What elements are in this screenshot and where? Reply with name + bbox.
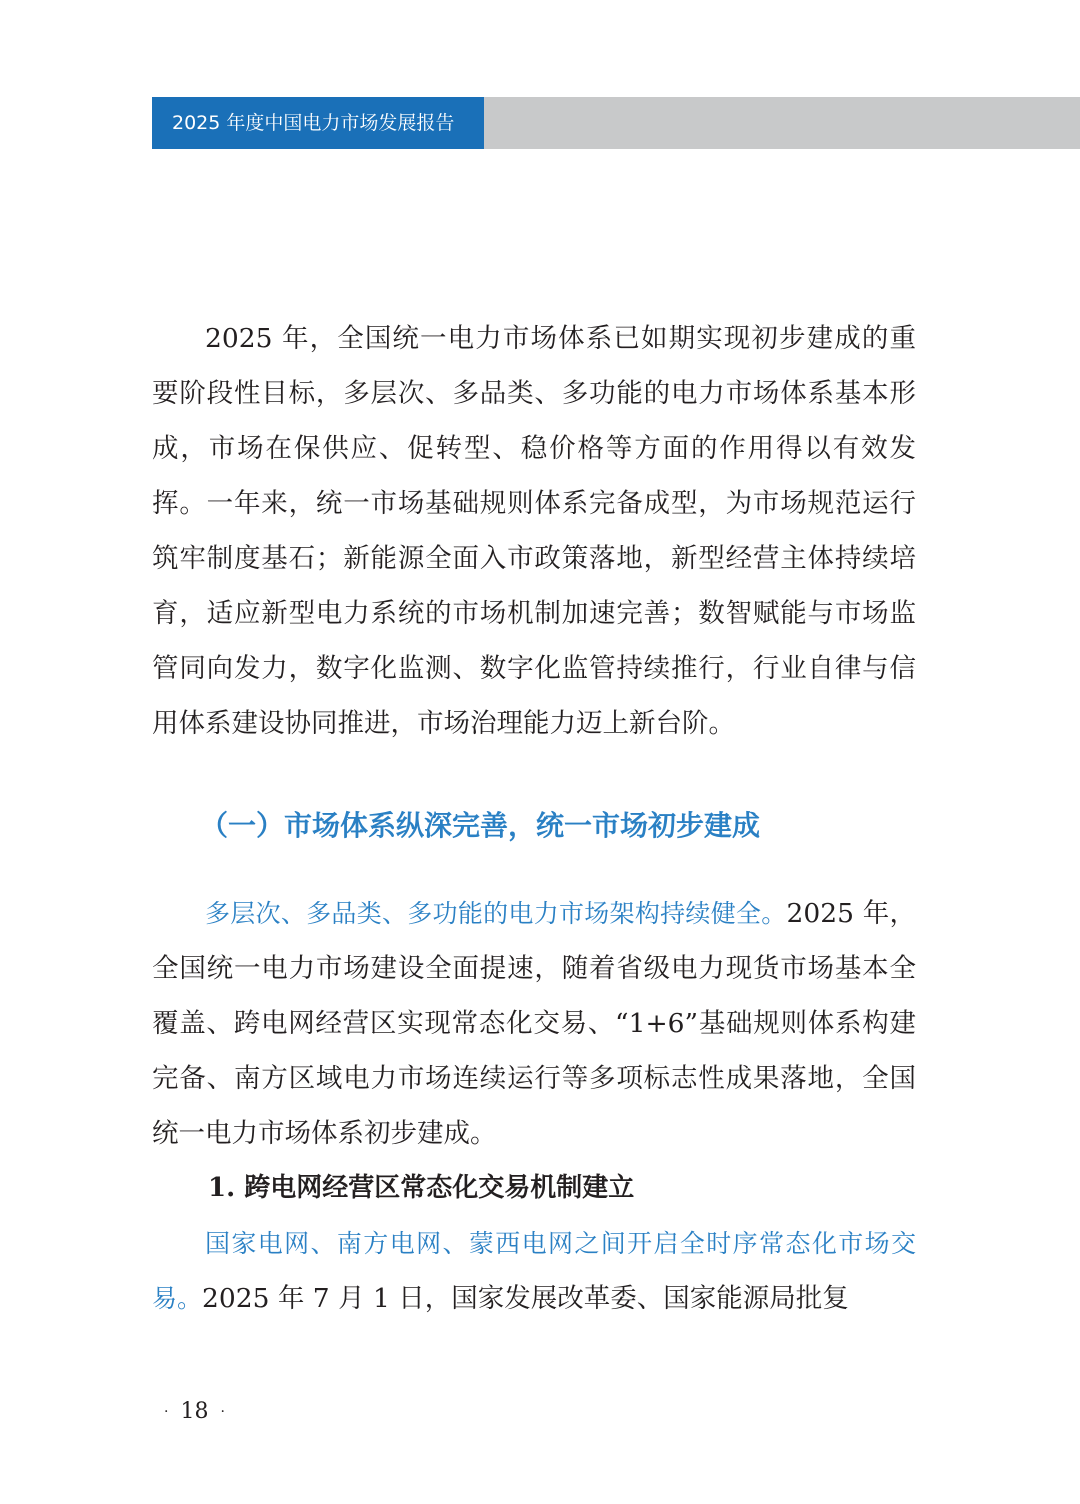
paragraph-text: 2025 年，全国统一电力市场建设全面提速，随着省级电力现货市场基本全覆盖、跨电网经营区实现常态化交易、“1+6”基础规则体系构建完备、南方区域电力市场连续运行等多项标志性成果落地，全国统一电力市场体系初步建成。 <box>152 898 916 1149</box>
intro-paragraph: 2025 年，全国统一电力市场体系已如期实现初步建成的重要阶段性目标，多层次、多品类、多功能的电力市场体系基本形成，市场在保供应、促转型、稳价格等方面的作用得以有效发挥。一年来，统一市场基础规则体系完备成型，为市场规范运行筑牢制度基石；新能源全面入市政策落地，新型经营主体持续培育，适应新型电力系统的市场机制加速完善；数智赋能与市场监管同向发力，数字化监测、数字化监管持续推行，行业自律与信用体系建设协同推进，市场治理能力迈上新台阶。 <box>152 323 916 739</box>
section-heading: （一）市场体系纵深完善，统一市场初步建成 <box>200 809 761 842</box>
page-number <box>152 1396 237 1428</box>
report-title-banner: 2025 年度中国电力市场发展报告 <box>152 97 484 149</box>
paragraph-text: 2025 年 7 月 1 日，国家发展改革委、国家能源局批复 <box>202 1283 849 1314</box>
page-number-dot-right: · <box>220 1404 225 1420</box>
body-paragraph <box>152 886 916 1161</box>
page-number-dot-left: · <box>164 1404 169 1420</box>
subsection-heading: 1. 跨电网经营区常态化交易机制建立 <box>208 1173 635 1203</box>
page-body <box>152 311 916 1326</box>
body-paragraph <box>152 1216 916 1326</box>
header-band <box>484 97 1080 149</box>
page-number-value: 18 <box>180 1399 209 1424</box>
highlight-lead: 多层次、多品类、多功能的电力市场架构持续健全。 <box>205 899 787 928</box>
highlight-lead: 国家电网、南方电网、蒙西电网之间开启全时序常态化市场交易。 <box>152 1229 916 1313</box>
